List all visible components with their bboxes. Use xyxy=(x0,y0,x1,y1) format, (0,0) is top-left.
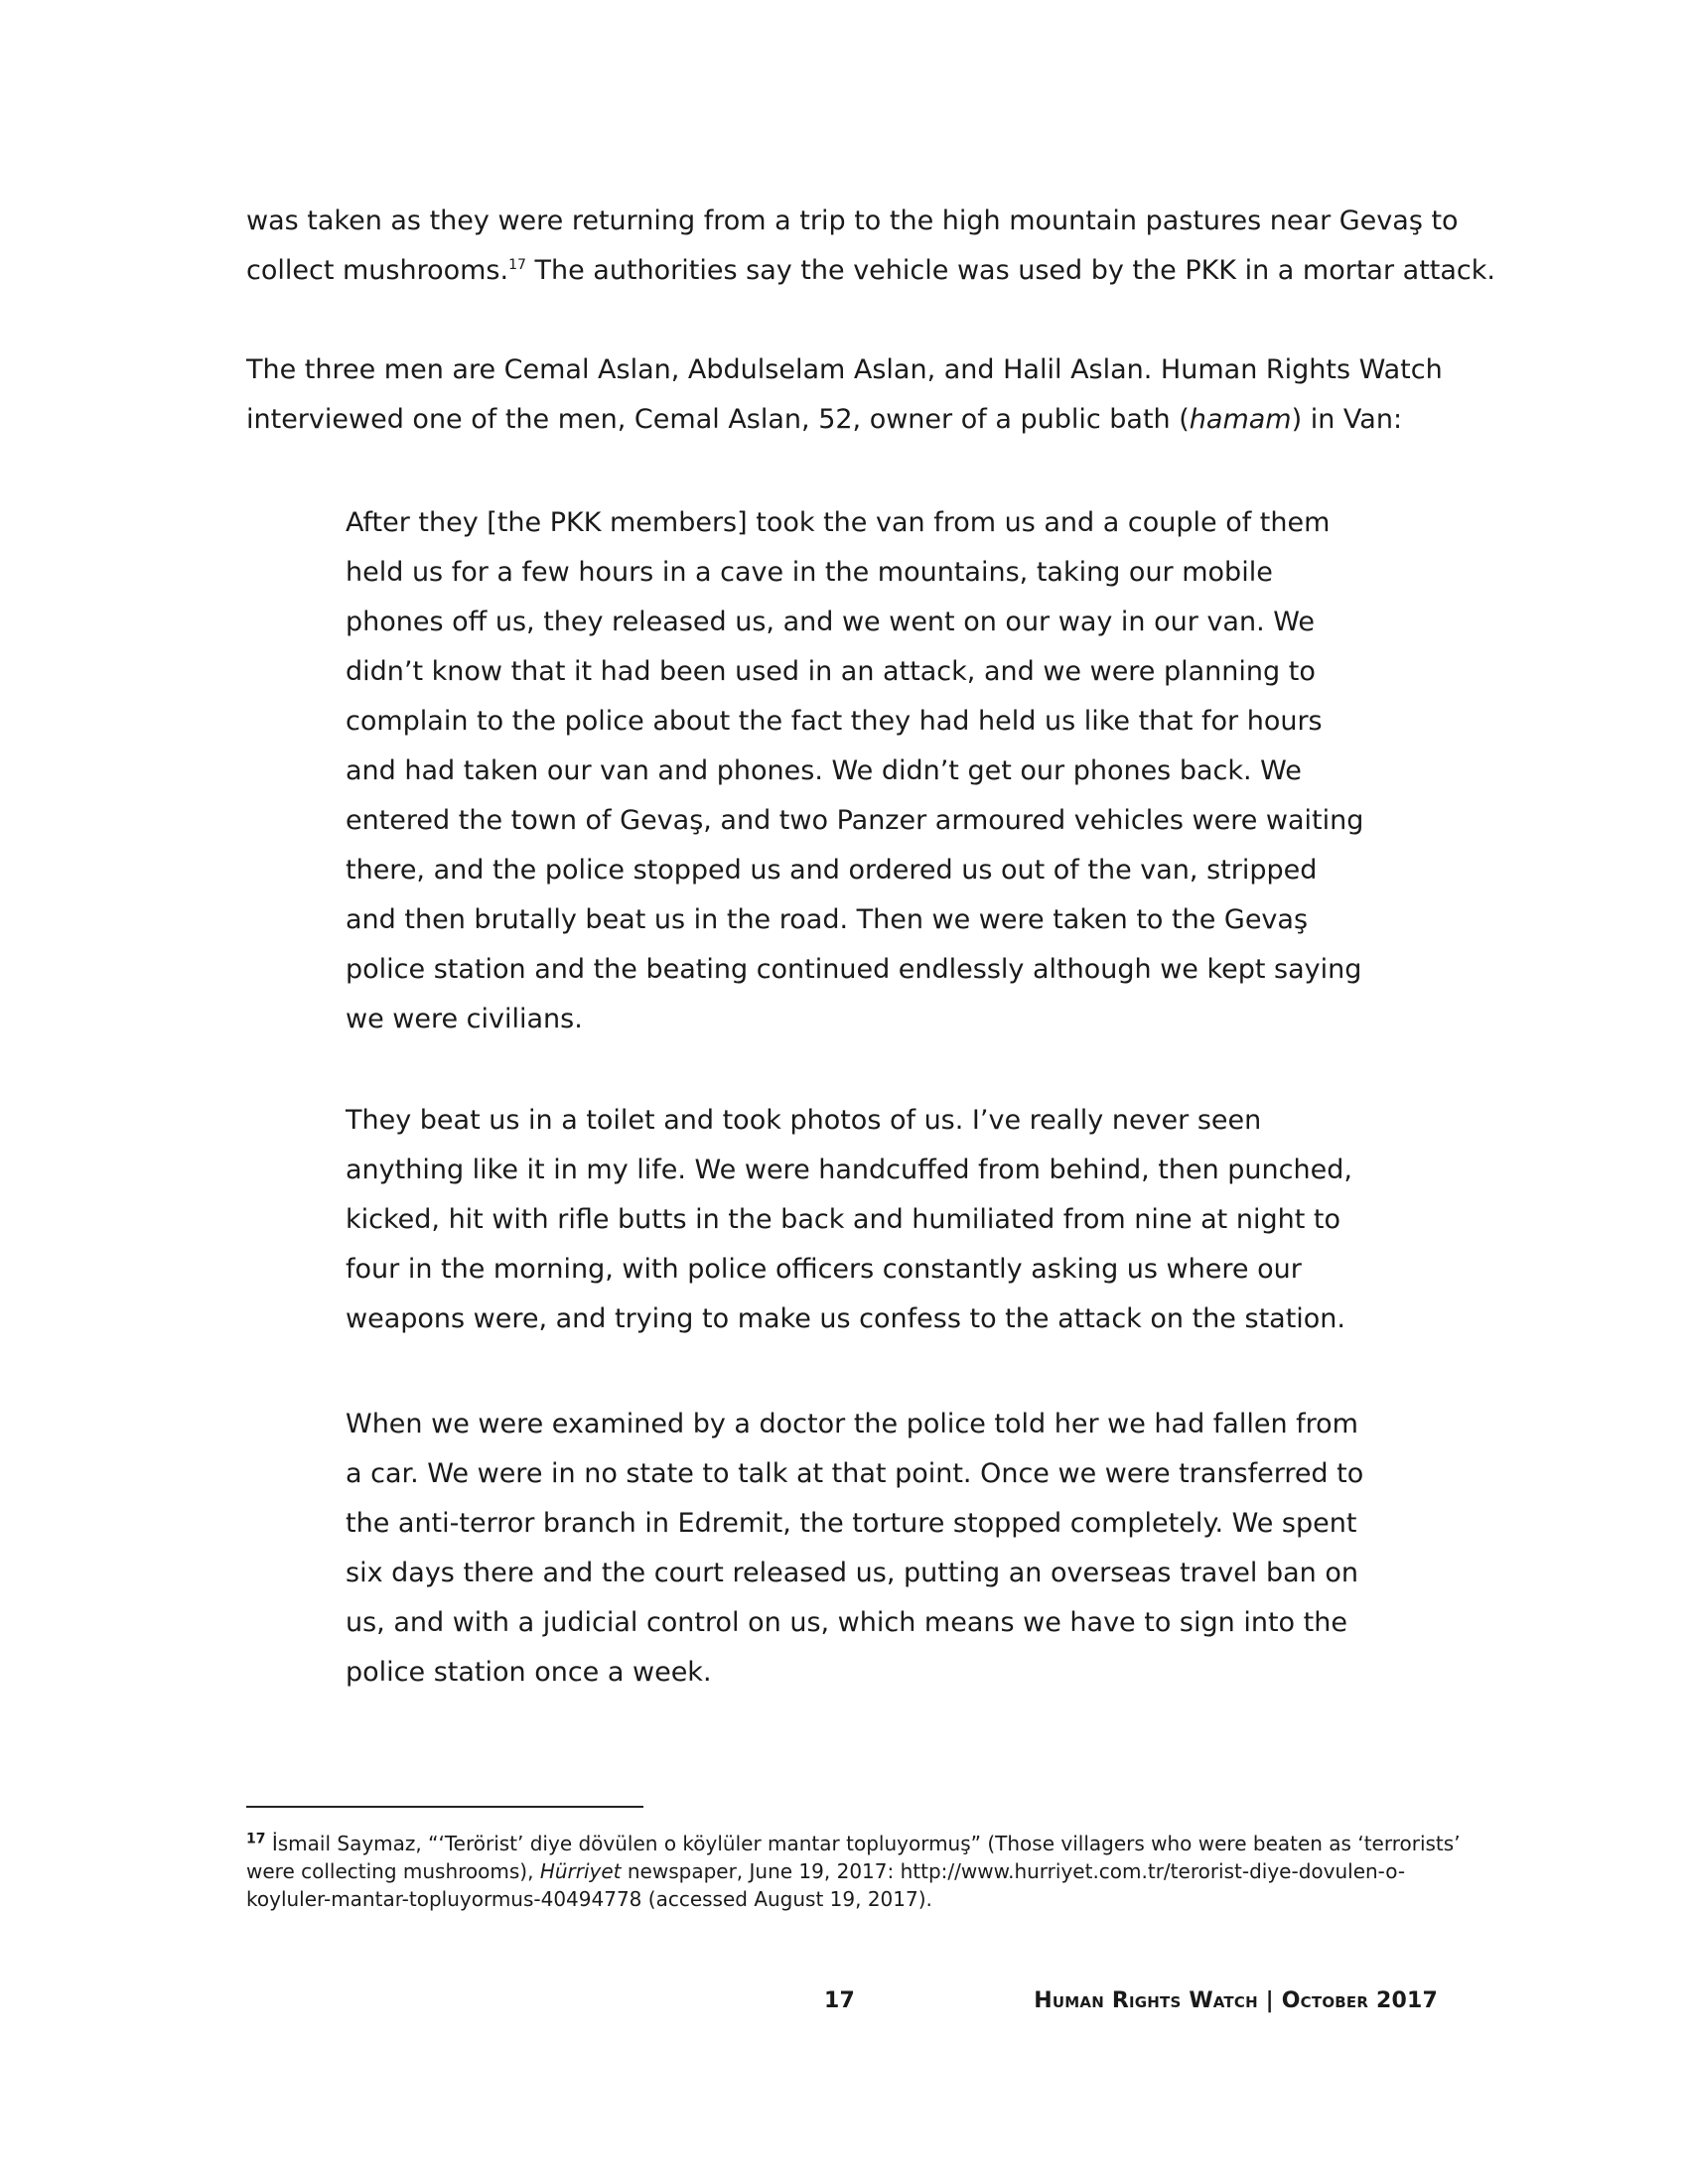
quote-line: phones off us, they released us, and we went on our way in our van. We xyxy=(346,607,1315,637)
quote-line: kicked, hit with rifle butts in the back and humiliated from nine at night to xyxy=(346,1204,1340,1235)
page-number: 17 xyxy=(824,1988,856,2013)
quote-line: When we were examined by a doctor the police told her we had fallen from xyxy=(346,1409,1358,1439)
footnote-number: 17 xyxy=(246,1831,266,1847)
quote-line: police station once a week. xyxy=(346,1657,712,1688)
footnote-divider xyxy=(246,1806,643,1808)
text-segment: The authorities say the vehicle was used by the PKK in a mortar attack. xyxy=(525,255,1495,286)
text-segment: were collecting mushrooms), xyxy=(246,1859,540,1883)
paragraph-intro xyxy=(246,197,1495,296)
block-quote-1 xyxy=(346,498,1378,1044)
quote-line: police station and the beating continued endlessly although we kept saying xyxy=(346,954,1362,985)
footnote-17 xyxy=(246,1830,1477,1913)
text-line xyxy=(246,395,1477,445)
publication-footer: Human Rights Watch | October 2017 xyxy=(1034,1988,1438,2013)
footnote-line: koyluler-mantar-topluyormus-40494778 (accessed August 19, 2017). xyxy=(246,1887,932,1911)
quote-line: entered the town of Gevaş, and two Panzer armoured vehicles were waiting xyxy=(346,805,1364,836)
quote-line: six days there and the court released us, putting an overseas travel ban on xyxy=(346,1558,1358,1588)
paragraph-men xyxy=(246,345,1477,445)
block-quote-3 xyxy=(346,1400,1378,1698)
italic-source: Hürriyet xyxy=(539,1859,622,1883)
quote-line: weapons were, and trying to make us confess to the attack on the station. xyxy=(346,1303,1346,1334)
quote-line: held us for a few hours in a cave in the mountains, taking our mobile xyxy=(346,557,1273,588)
footnote-reference[interactable]: 17 xyxy=(508,257,526,273)
text-segment: İsmail Saymaz, “‘Terörist’ diye dövülen o köylüler mantar topluyormuş” (Those villagers who were beaten as ‘terrorists’ xyxy=(265,1832,1461,1855)
quote-line: After they [the PKK members] took the van from us and a couple of them xyxy=(346,507,1331,538)
text-segment: ) in Van: xyxy=(1291,404,1403,435)
quote-line: and then brutally beat us in the road. Then we were taken to the Gevaş xyxy=(346,904,1309,935)
footnote-line xyxy=(246,1830,1477,1857)
quote-line: we were civilians. xyxy=(346,1004,583,1034)
quote-line: and had taken our van and phones. We didn’t get our phones back. We xyxy=(346,755,1302,786)
text-segment: collect mushrooms. xyxy=(246,255,509,286)
quote-line: a car. We were in no state to talk at that point. Once we were transferred to xyxy=(346,1458,1364,1489)
footnote-link-text[interactable]: newspaper, June 19, 2017: http://www.hurriyet.com.tr/terorist-diye-dovulen-o- xyxy=(621,1859,1406,1883)
block-quote-2 xyxy=(346,1096,1378,1344)
quote-line: complain to the police about the fact they had held us like that for hours xyxy=(346,706,1323,737)
quote-line: They beat us in a toilet and took photos of us. I’ve really never seen xyxy=(346,1105,1262,1136)
text-segment: interviewed one of the men, Cemal Aslan, 52, owner of a public bath ( xyxy=(246,404,1190,435)
text-line: was taken as they were returning from a trip to the high mountain pastures near Gevaş to xyxy=(246,205,1459,236)
italic-term: hamam xyxy=(1189,404,1292,435)
quote-line: there, and the police stopped us and ordered us out of the van, stripped xyxy=(346,855,1318,886)
text-line: The three men are Cemal Aslan, Abdulselam Aslan, and Halil Aslan. Human Rights Watch xyxy=(246,354,1443,385)
quote-line: the anti-terror branch in Edremit, the torture stopped completely. We spent xyxy=(346,1508,1357,1539)
footnote-line xyxy=(246,1857,1477,1885)
quote-line: us, and with a judicial control on us, which means we have to sign into the xyxy=(346,1607,1347,1638)
quote-line: didn’t know that it had been used in an attack, and we were planning to xyxy=(346,656,1316,687)
quote-line: anything like it in my life. We were handcuffed from behind, then punched, xyxy=(346,1155,1352,1185)
quote-line: four in the morning, with police officers constantly asking us where our xyxy=(346,1254,1302,1285)
text-line xyxy=(246,246,1495,296)
